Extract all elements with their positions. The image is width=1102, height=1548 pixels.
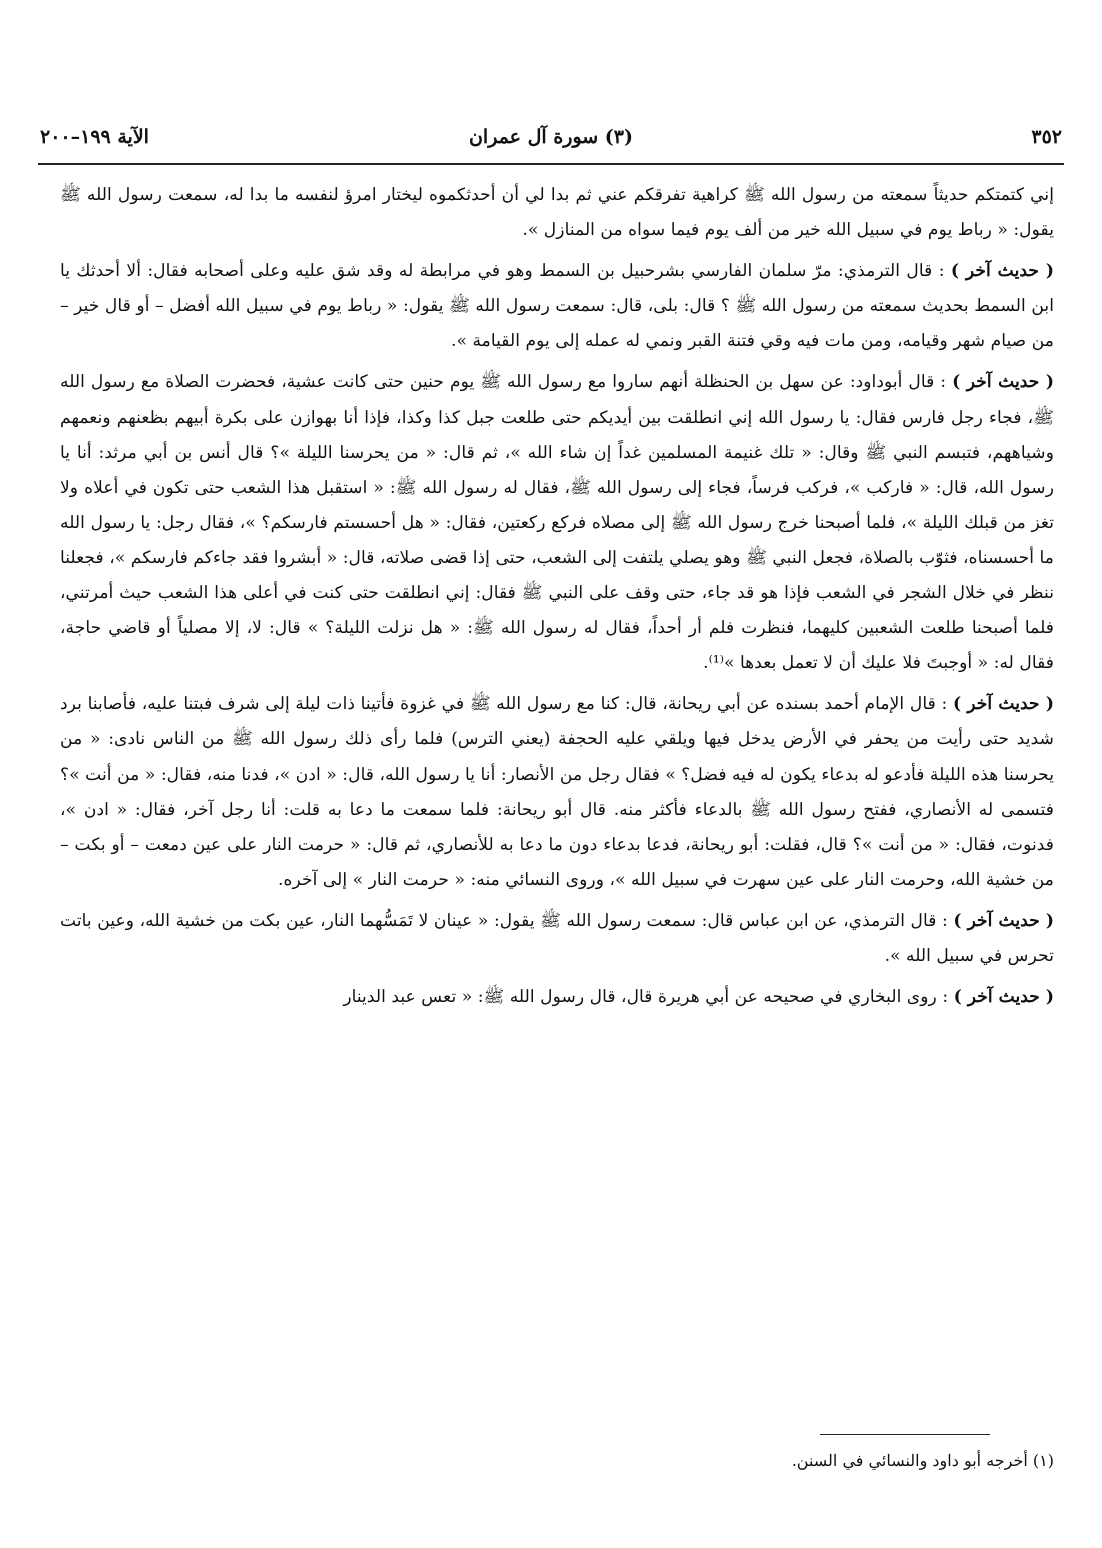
header-divider xyxy=(38,163,1064,165)
paragraph xyxy=(60,254,1054,359)
hadith-heading: ( حديث آخر ) xyxy=(953,910,1055,931)
paragraph xyxy=(60,904,1054,974)
hadith-heading: ( حديث آخر ) xyxy=(952,372,1055,393)
paragraph xyxy=(60,980,1054,1015)
page-body xyxy=(60,178,1054,1021)
paragraph-text: : روى البخاري في صحيحه عن أبي هريرة قال، قال رسول الله ﷺ: « تعس عبد الدينار xyxy=(343,987,949,1008)
footnote: (١) أخرجه أبو داود والنسائي في السنن. xyxy=(791,1451,1054,1470)
paragraph xyxy=(60,687,1054,898)
page-number: ٣٥٢ xyxy=(1031,126,1062,148)
hadith-heading: ( حديث آخر ) xyxy=(950,261,1055,282)
sura-title: (٣) سورة آل عمران xyxy=(468,126,634,148)
paragraph xyxy=(60,365,1054,681)
paragraph-text: إني كتمتكم حديثاً سمعته من رسول الله ﷺ كراهية تفرقكم عني ثم بدا لي أن أحدثكموه ليختار امرؤ لنفسه ما بدا له، سمعت رسول الله ﷺ يقول: « رباط يوم في سبيل الله خير من ألف يوم فيما سواه من المنازل ». xyxy=(60,185,1054,241)
paragraph xyxy=(60,178,1054,248)
paragraph-text: : قال الترمذي: مرّ سلمان الفارسي بشرحبيل بن السمط وهو في مرابطة له وقد شق عليه وعلى أصحابه فقال: ألا أحدثك يا ابن السمط بحديث سمعته من رسول الله ﷺ ؟ قال: بلى، قال: سمعت رسول الله ﷺ يقول: « رباط يوم في سبيل الله أفضل – أو قال خير – من صيام شهر وقيامه، ومن مات فيه وقي فتنة القبر ونمي له عمله إلى يوم القيامة ». xyxy=(60,261,1054,352)
paragraph-text: : قال الترمذي، عن ابن عباس قال: سمعت رسول الله ﷺ يقول: « عينان لا تَمَسُّهما النار، عين بكت من خشية الله، وعين باتت تحرس في سبيل الله ». xyxy=(60,910,1054,966)
ayah-range: الآية ١٩٩–٢٠٠ xyxy=(40,126,149,148)
hadith-heading: ( حديث آخر ) xyxy=(953,987,1054,1008)
footnote-divider xyxy=(820,1434,990,1435)
hadith-heading: ( حديث آخر ) xyxy=(952,694,1054,715)
page-header xyxy=(40,126,1062,160)
paragraph-text: : قال الإمام أحمد بسنده عن أبي ريحانة، قال: كنا مع رسول الله ﷺ في غزوة فأتينا ذات ليلة إلى شرف فبتنا عليه، فأصابنا برد شديد حتى رأيت من يحفر في الأرض يدخل فيها ويلقي عليه الحجفة (يعني الترس) فلما رأى ذلك رسول الله ﷺ من الناس نادى: « من يحرسنا هذه الليلة فأدعو له بدعاء يكون له فيه فضل؟ » فقال رجل من الأنصار: أنا يا رسول الله، قال: « ادن »، فدنا منه، فقال: « من أنت »؟ فتسمى له الأنصاري، ففتح رسول الله ﷺ بالدعاء فأكثر منه. قال أبو ريحانة: فلما سمعت ما دعا به قلت: أنا رجل آخر، فقال: « ادن »، فدنوت، فقال: « من أنت »؟ قال، فقلت: أبو ريحانة، فدعا بدعاء دون ما دعا به للأنصاري، ثم قال: « حرمت النار على عين دمعت – أو بكت – من خشية الله، وحرمت النار على عين سهرت في سبيل الله »، وروى النسائي منه: « حرمت النار » إلى آخره. xyxy=(60,694,1054,890)
paragraph-text: : قال أبوداود: عن سهل بن الحنظلة أنهم ساروا مع رسول الله ﷺ يوم حنين حتى كانت عشية، فحضرت الصلاة مع رسول الله ﷺ، فجاء رجل فارس فقال: يا رسول الله إني انطلقت بين أيديكم حتى طلعت جبل كذا وكذا، فإذا أنا بهوازن على بكرة أبيهم بظعنهم ونعمهم وشياههم، فتبسم النبي ﷺ وقال: « تلك غنيمة المسلمين غداً إن شاء الله »، ثم قال: « من يحرسنا الليلة »؟ قال أنس بن أبي مرثد: أنا يا رسول الله، قال: « فاركب »، فركب فرساً، فجاء إلى رسول الله ﷺ، فقال له رسول الله ﷺ: « استقبل هذا الشعب حتى تكون في أعلاه ولا تغز من قبلك الليلة »، فلما أصبحنا خرج رسول الله ﷺ إلى مصلاه فركع ركعتين، فقال: « هل أحسستم فارسكم؟ »، فقال رجل: يا رسول الله ما أحسسناه، فثوّب بالصلاة، فجعل النبي ﷺ وهو يصلي يلتفت إلى الشعب، حتى إذا قضى صلاته، قال: « أبشروا فقد جاءكم فارسكم »، فجعلنا ننظر في خلال الشجر في الشعب فإذا هو قد جاء، حتى وقف على النبي ﷺ فقال: إني انطلقت حتى كنت في أعلى هذا الشعب حيث أمرتني، فلما أصبحنا طلعت الشعبين كليهما، فنظرت فلم أر أحداً، فقال له رسول الله ﷺ: « هل نزلت الليلة؟ » قال: لا، إلا مصلياً أو قاضي حاجة، فقال له: « أوجبتَ فلا عليك أن لا تعمل بعدها »⁽¹⁾. xyxy=(60,372,1055,674)
